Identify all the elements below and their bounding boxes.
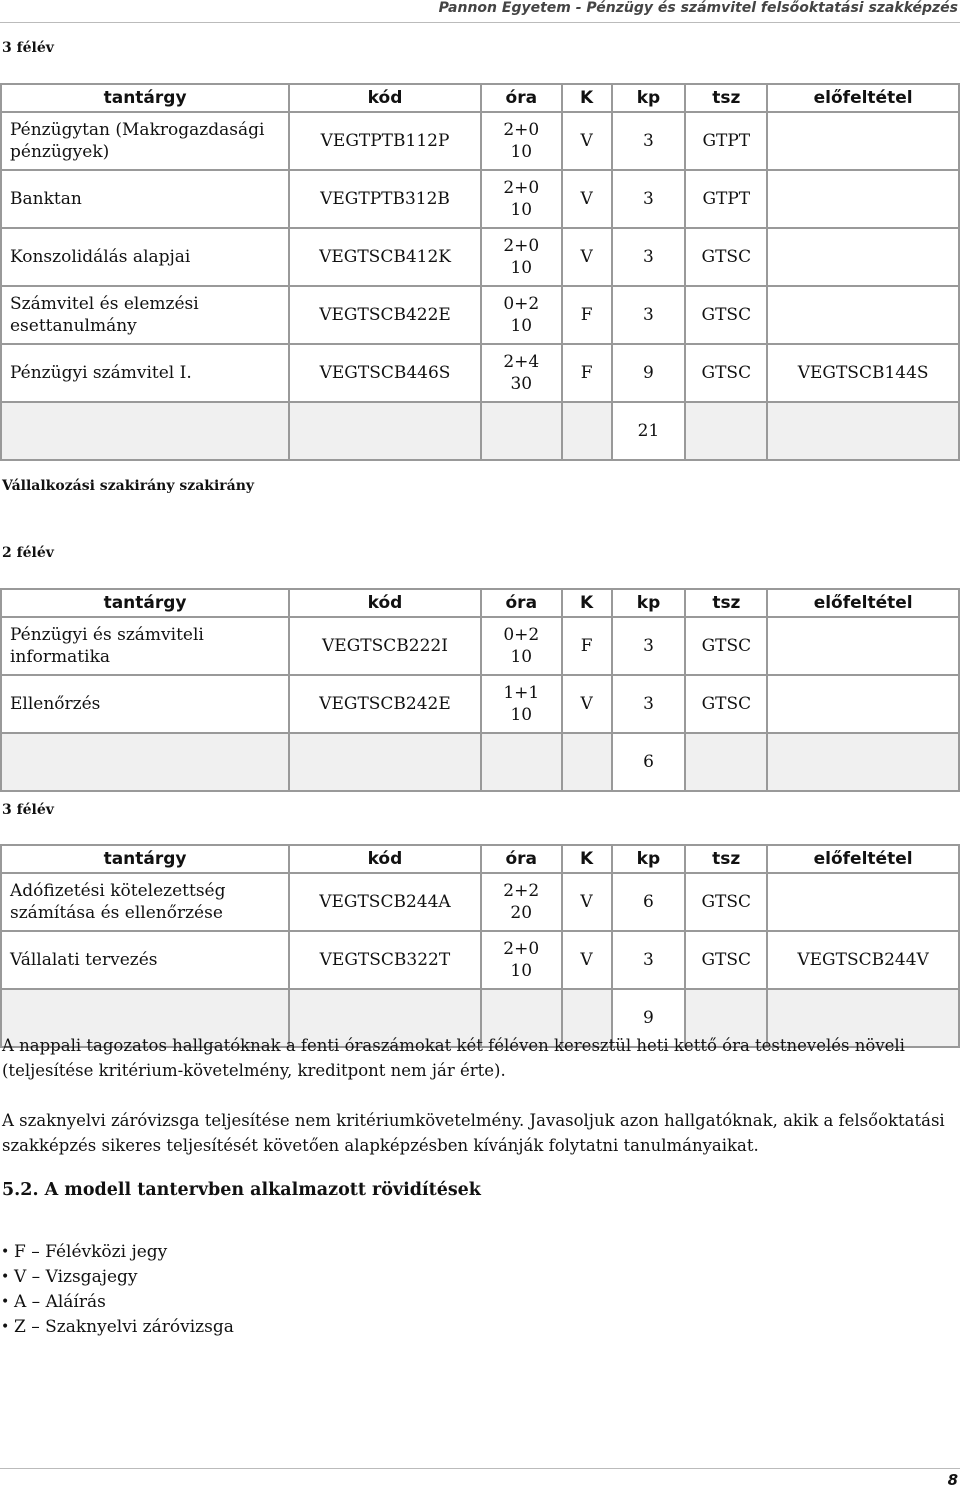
empty-cell xyxy=(767,733,959,791)
assessment-cell: V xyxy=(562,112,612,170)
credit-cell: 6 xyxy=(612,873,686,931)
column-header: kód xyxy=(289,589,481,617)
assessment-cell: F xyxy=(562,617,612,675)
section-heading: 5.2. A modell tantervben alkalmazott rövidítések xyxy=(2,1180,481,1200)
hours-cell xyxy=(481,112,562,170)
assessment-cell: V xyxy=(562,873,612,931)
list-item: • Z – Szaknyelvi záróvizsga xyxy=(14,1315,234,1340)
column-header: kp xyxy=(612,84,686,112)
department-cell: GTSC xyxy=(685,675,767,733)
subject-cell: Vállalati tervezés xyxy=(1,931,289,989)
table-row xyxy=(1,931,959,989)
prerequisite-cell xyxy=(767,675,959,733)
department-cell: GTSC xyxy=(685,873,767,931)
subject-cell: Konszolidálás alapjai xyxy=(1,228,289,286)
prerequisite-cell xyxy=(767,228,959,286)
total-hours: 10 xyxy=(510,316,533,336)
empty-cell xyxy=(685,733,767,791)
column-header: óra xyxy=(481,84,562,112)
page-header-title: Pannon Egyetem - Pénzügy és számvitel felsőoktatási szakképzés xyxy=(438,0,958,16)
hours-cell xyxy=(481,170,562,228)
prerequisite-cell: VEGTSCB244V xyxy=(767,931,959,989)
total-hours: 20 xyxy=(510,903,533,923)
column-header: tantárgy xyxy=(1,589,289,617)
credit-cell: 3 xyxy=(612,617,686,675)
empty-cell xyxy=(685,402,767,460)
column-header: K xyxy=(562,589,612,617)
column-header: K xyxy=(562,84,612,112)
code-cell: VEGTPTB112P xyxy=(289,112,481,170)
table-row xyxy=(1,228,959,286)
total-hours: 10 xyxy=(510,258,533,278)
footer-divider xyxy=(0,1468,960,1469)
empty-cell xyxy=(481,733,562,791)
hours-cell xyxy=(481,675,562,733)
assessment-cell: V xyxy=(562,931,612,989)
prerequisite-cell xyxy=(767,170,959,228)
weekly-hours: 0+2 xyxy=(503,625,540,645)
empty-cell xyxy=(562,733,612,791)
total-hours: 10 xyxy=(510,705,533,725)
assessment-cell: V xyxy=(562,675,612,733)
credit-total: 9 xyxy=(612,989,686,1047)
empty-cell xyxy=(767,402,959,460)
column-header: tsz xyxy=(685,589,767,617)
weekly-hours: 2+4 xyxy=(503,352,540,372)
list-item: • A – Aláírás xyxy=(14,1290,234,1315)
code-cell: VEGTSCB244A xyxy=(289,873,481,931)
table-row xyxy=(1,873,959,931)
total-hours: 10 xyxy=(510,200,533,220)
column-header: kp xyxy=(612,589,686,617)
department-cell: GTSC xyxy=(685,931,767,989)
empty-cell xyxy=(562,402,612,460)
subject-cell: Pénzügytan (Makrogazdasági pénzügyek) xyxy=(1,112,289,170)
credit-cell: 9 xyxy=(612,344,686,402)
department-cell: GTSC xyxy=(685,286,767,344)
note-paragraph-exam: A szaknyelvi záróvizsga teljesítése nem kritériumkövetelmény. Javasoljuk azon hallgatóknak, akik a felsőoktatási szakképzés sikeres teljesítését követően alapképzésben kívánják folytatni tanulmányaikat. xyxy=(2,1111,945,1155)
list-item: • F – Félévközi jegy xyxy=(14,1240,234,1265)
credit-cell: 3 xyxy=(612,931,686,989)
subject-cell: Pénzügyi számvitel I. xyxy=(1,344,289,402)
prerequisite-cell: VEGTSCB144S xyxy=(767,344,959,402)
total-hours: 10 xyxy=(510,142,533,162)
weekly-hours: 2+0 xyxy=(503,120,540,140)
total-row xyxy=(1,733,959,791)
column-header: óra xyxy=(481,589,562,617)
hours-cell xyxy=(481,344,562,402)
code-cell: VEGTSCB422E xyxy=(289,286,481,344)
weekly-hours: 2+0 xyxy=(503,178,540,198)
semester-label: 3 félév xyxy=(2,40,54,56)
department-cell: GTSC xyxy=(685,344,767,402)
weekly-hours: 2+0 xyxy=(503,939,540,959)
code-cell: VEGTSCB412K xyxy=(289,228,481,286)
total-hours: 10 xyxy=(510,961,533,981)
weekly-hours: 2+0 xyxy=(503,236,540,256)
specialization-title: Vállalkozási szakirány szakirány xyxy=(2,478,255,494)
assessment-cell: V xyxy=(562,170,612,228)
table-row xyxy=(1,617,959,675)
column-header: tsz xyxy=(685,845,767,873)
semester-label: 2 félév xyxy=(2,545,54,561)
hours-cell xyxy=(481,617,562,675)
department-cell: GTSC xyxy=(685,228,767,286)
column-header: kód xyxy=(289,845,481,873)
column-header: tantárgy xyxy=(1,84,289,112)
table-row xyxy=(1,344,959,402)
column-header: előfeltétel xyxy=(767,84,959,112)
curriculum-table-2 xyxy=(0,588,960,792)
credit-cell: 3 xyxy=(612,228,686,286)
curriculum-table-3 xyxy=(0,844,960,1048)
prerequisite-cell xyxy=(767,873,959,931)
empty-cell xyxy=(481,402,562,460)
page-number: 8 xyxy=(947,1471,958,1489)
column-header: tsz xyxy=(685,84,767,112)
column-header: óra xyxy=(481,845,562,873)
table-header-row xyxy=(1,84,959,112)
prerequisite-cell xyxy=(767,286,959,344)
department-cell: GTPT xyxy=(685,170,767,228)
subject-cell: Adófizetési kötelezettség számítása és ellenőrzése xyxy=(1,873,289,931)
prerequisite-cell xyxy=(767,617,959,675)
column-header: előfeltétel xyxy=(767,845,959,873)
prerequisite-cell xyxy=(767,112,959,170)
table-row xyxy=(1,675,959,733)
empty-cell xyxy=(289,733,481,791)
table-header-row xyxy=(1,845,959,873)
code-cell: VEGTSCB322T xyxy=(289,931,481,989)
code-cell: VEGTSCB446S xyxy=(289,344,481,402)
empty-cell xyxy=(1,733,289,791)
empty-cell xyxy=(1,402,289,460)
credit-cell: 3 xyxy=(612,286,686,344)
hours-cell xyxy=(481,931,562,989)
code-cell: VEGTSCB242E xyxy=(289,675,481,733)
total-row xyxy=(1,402,959,460)
weekly-hours: 2+2 xyxy=(503,881,540,901)
hours-cell xyxy=(481,873,562,931)
weekly-hours: 1+1 xyxy=(503,683,540,703)
total-hours: 10 xyxy=(510,647,533,667)
subject-cell: Banktan xyxy=(1,170,289,228)
credit-total: 21 xyxy=(612,402,686,460)
assessment-cell: F xyxy=(562,344,612,402)
note-paragraph-pe: A nappali tagozatos hallgatóknak a fenti óraszámokat két féléven keresztül heti kettő óra testnevelés növeli (teljesítése kritérium-követelmény, kreditpont nem jár érte). xyxy=(2,1036,905,1080)
total-hours: 30 xyxy=(510,374,533,394)
abbreviation-list xyxy=(0,1240,234,1340)
column-header: kp xyxy=(612,845,686,873)
column-header: K xyxy=(562,845,612,873)
hours-cell xyxy=(481,228,562,286)
semester-label: 3 félév xyxy=(2,802,54,818)
hours-cell xyxy=(481,286,562,344)
list-item: • V – Vizsgajegy xyxy=(14,1265,234,1290)
subject-cell: Ellenőrzés xyxy=(1,675,289,733)
code-cell: VEGTSCB222I xyxy=(289,617,481,675)
weekly-hours: 0+2 xyxy=(503,294,540,314)
subject-cell: Számvitel és elemzési esettanulmány xyxy=(1,286,289,344)
column-header: előfeltétel xyxy=(767,589,959,617)
empty-cell xyxy=(289,402,481,460)
header-divider xyxy=(0,22,960,23)
table-header-row xyxy=(1,589,959,617)
subject-cell: Pénzügyi és számviteli informatika xyxy=(1,617,289,675)
credit-cell: 3 xyxy=(612,170,686,228)
department-cell: GTPT xyxy=(685,112,767,170)
table-row xyxy=(1,286,959,344)
table-row xyxy=(1,112,959,170)
column-header: kód xyxy=(289,84,481,112)
credit-total: 6 xyxy=(612,733,686,791)
credit-cell: 3 xyxy=(612,675,686,733)
curriculum-table-1 xyxy=(0,83,960,461)
table-row xyxy=(1,170,959,228)
column-header: tantárgy xyxy=(1,845,289,873)
credit-cell: 3 xyxy=(612,112,686,170)
code-cell: VEGTPTB312B xyxy=(289,170,481,228)
assessment-cell: V xyxy=(562,228,612,286)
department-cell: GTSC xyxy=(685,617,767,675)
assessment-cell: F xyxy=(562,286,612,344)
